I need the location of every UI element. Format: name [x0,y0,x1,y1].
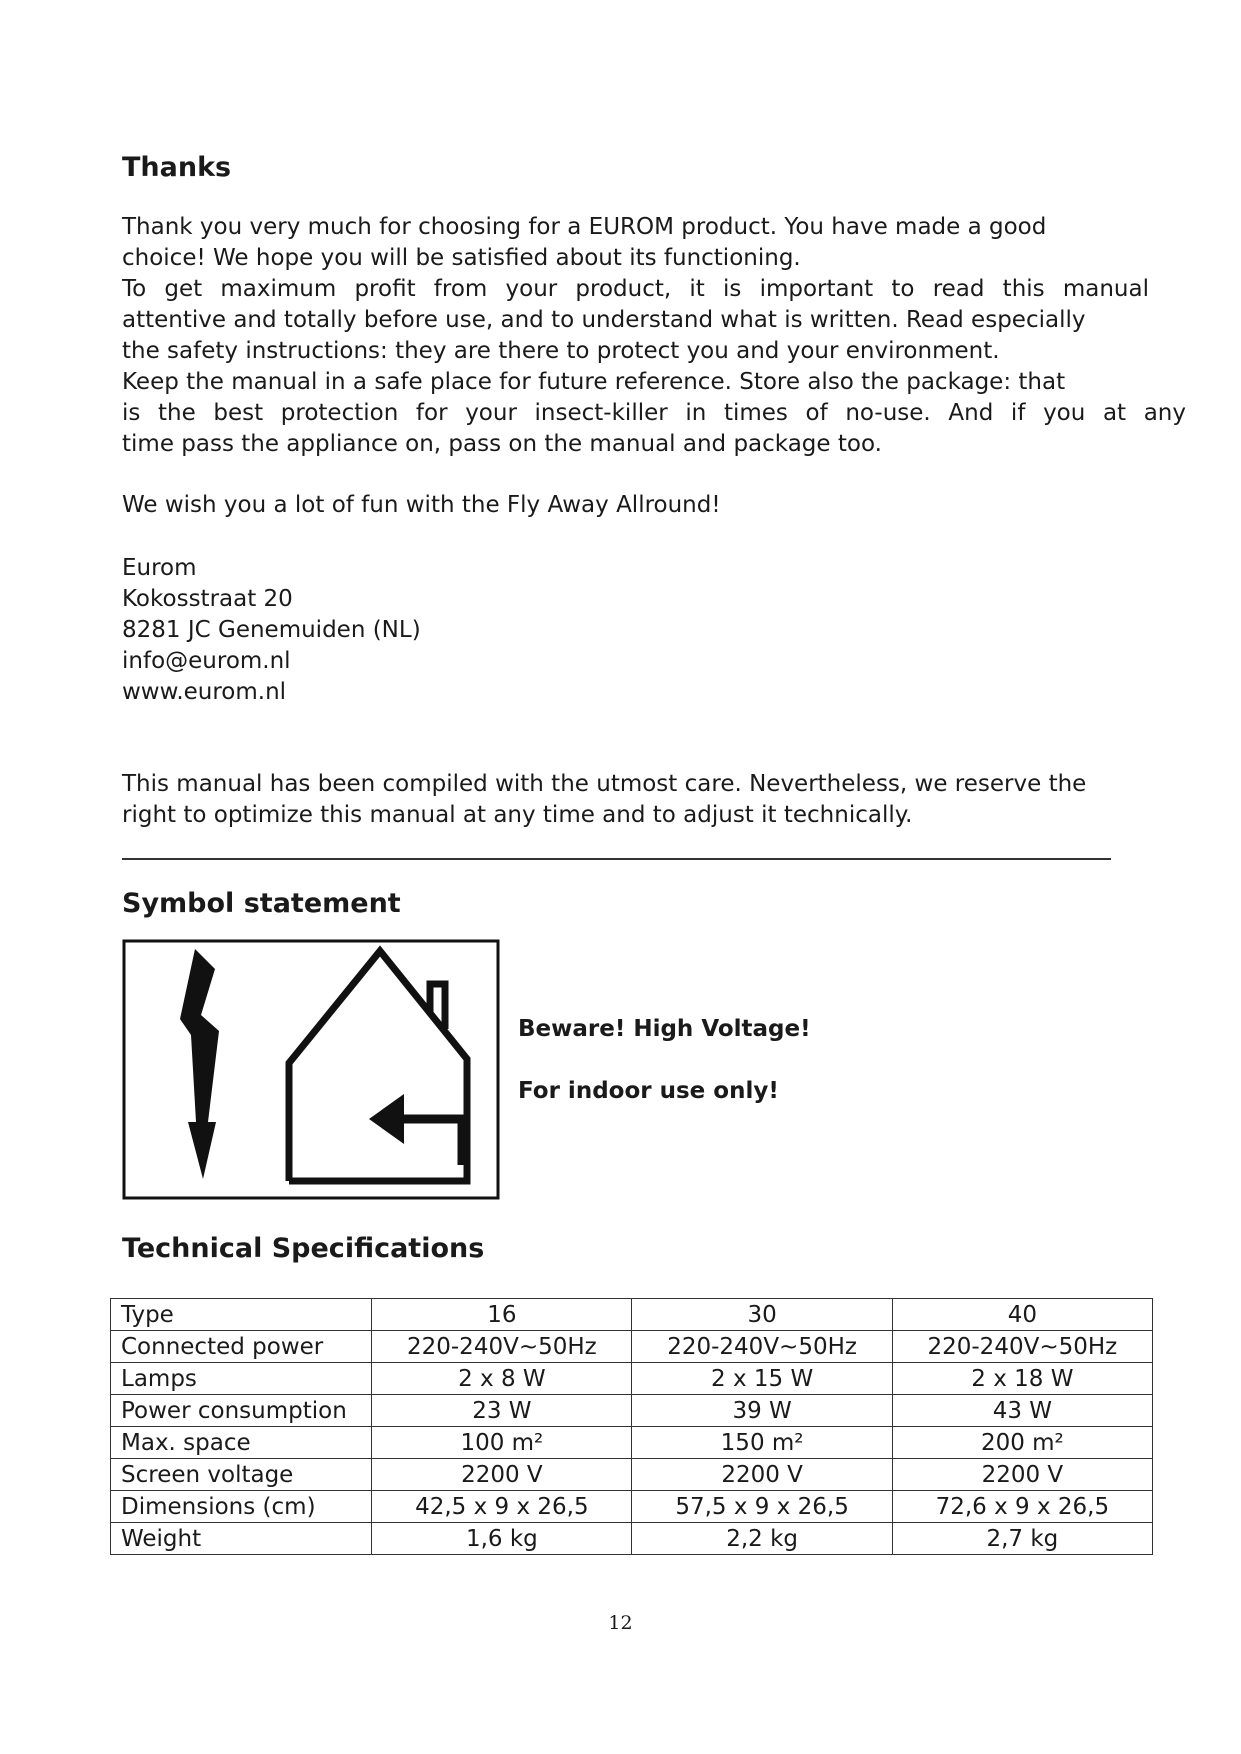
thanks-line: choice! We hope you will be satisfied about its functioning. [122,245,801,271]
spec-label: Power consumption [111,1395,372,1427]
page-number: 12 [608,1612,633,1634]
symbol-frame [124,941,498,1198]
spec-label: Dimensions (cm) [111,1491,372,1523]
thanks-line: the safety instructions: they are there to protect you and your environment. [122,338,1000,364]
spec-label: Weight [111,1523,372,1555]
spec-value: 40 [892,1299,1152,1331]
spec-label: Lamps [111,1363,372,1395]
table-row [111,1363,1153,1395]
table-row [111,1331,1153,1363]
website-address: www.eurom.nl [122,679,287,705]
spec-label: Connected power [111,1331,372,1363]
spec-value: 220-240V~50Hz [632,1331,892,1363]
thanks-line: To get maximum profit from your product, it is important to read this manual [122,276,1149,302]
spec-value: 2,2 kg [632,1523,892,1555]
spec-value: 57,5 x 9 x 26,5 [632,1491,892,1523]
spec-value: 72,6 x 9 x 26,5 [892,1491,1152,1523]
wish-text: We wish you a lot of fun with the Fly Away Allround! [122,492,721,518]
table-row [111,1459,1153,1491]
disclaimer-paragraph [122,769,1086,831]
email-address: info@eurom.nl [122,648,291,674]
symbol-image [122,939,500,1200]
spec-value: 2 x 15 W [632,1363,892,1395]
spec-value: 2 x 8 W [372,1363,632,1395]
table-row [111,1299,1153,1331]
company-address [122,553,421,708]
spec-value: 2200 V [632,1459,892,1491]
spec-value: 23 W [372,1395,632,1427]
specifications-table [110,1298,1153,1555]
disclaimer-line: This manual has been compiled with the utmost care. Nevertheless, we reserve the [122,771,1087,797]
spec-value: 220-240V~50Hz [892,1331,1152,1363]
disclaimer-line: right to optimize this manual at any time and to adjust it technically. [122,802,913,828]
spec-value: 30 [632,1299,892,1331]
thanks-line: attentive and totally before use, and to understand what is written. Read especially [122,307,1086,333]
city-address: 8281 JC Genemuiden (NL) [122,617,421,643]
spec-value: 39 W [632,1395,892,1427]
spec-label: Screen voltage [111,1459,372,1491]
section-divider [122,858,1111,860]
thanks-line: Thank you very much for choosing for a EUROM product. You have made a good [122,214,1047,240]
spec-value: 220-240V~50Hz [372,1331,632,1363]
spec-value: 42,5 x 9 x 26,5 [372,1491,632,1523]
street-address: Kokosstraat 20 [122,586,293,612]
spec-value: 200 m² [892,1427,1152,1459]
spec-value: 1,6 kg [372,1523,632,1555]
thanks-line: is the best protection for your insect-killer in times of no-use. And if you at any [122,400,1186,426]
spec-value: 2200 V [372,1459,632,1491]
thanks-line: time pass the appliance on, pass on the manual and package too. [122,431,882,457]
thanks-line: Keep the manual in a safe place for future reference. Store also the package: that [122,369,1066,395]
technical-specifications-heading: Technical Specifications [122,1233,485,1264]
spec-value: 2 x 18 W [892,1363,1152,1395]
spec-value: 43 W [892,1395,1152,1427]
spec-value: 150 m² [632,1427,892,1459]
warning-indoor-use: For indoor use only! [518,1078,779,1104]
spec-value: 16 [372,1299,632,1331]
thanks-paragraph [122,212,1194,460]
table-row [111,1523,1153,1555]
company-name: Eurom [122,555,197,581]
spec-value: 2,7 kg [892,1523,1152,1555]
table-row [111,1427,1153,1459]
spec-label: Max. space [111,1427,372,1459]
spec-value: 100 m² [372,1427,632,1459]
table-row [111,1395,1153,1427]
table-row [111,1491,1153,1523]
spec-label: Type [111,1299,372,1331]
symbol-statement-heading: Symbol statement [122,888,401,919]
warning-high-voltage: Beware! High Voltage! [518,1016,811,1042]
thanks-heading: Thanks [122,152,232,183]
spec-value: 2200 V [892,1459,1152,1491]
